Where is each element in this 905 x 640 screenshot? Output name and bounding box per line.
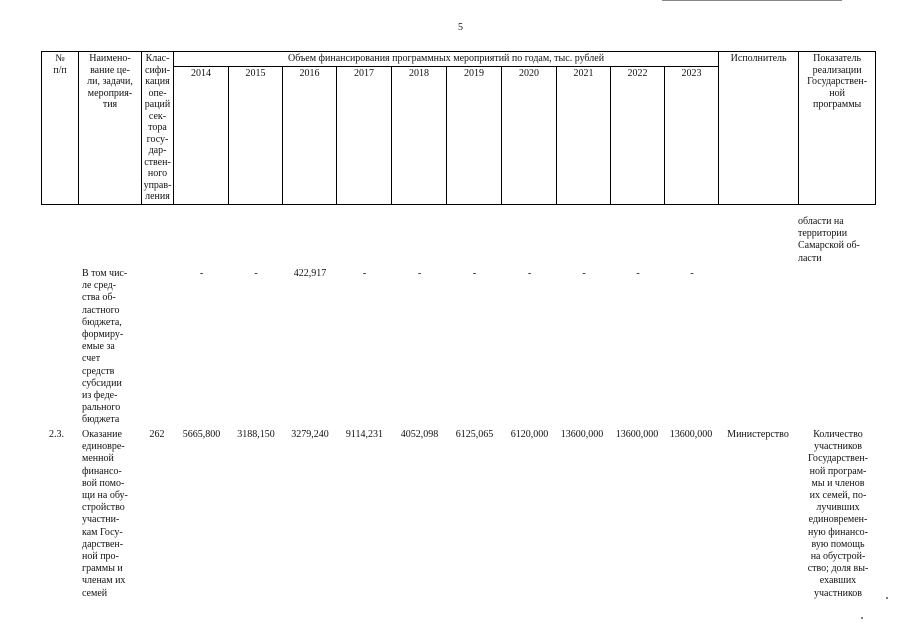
subsidy-value: - xyxy=(199,268,204,279)
header-year: 2021 xyxy=(557,66,611,204)
row-2-3-value: 3279,240 xyxy=(291,429,329,440)
row-2-3-value: 3188,150 xyxy=(237,429,275,440)
subsidy-value: - xyxy=(472,268,477,279)
subsidy-row-name: В том чис- ле сред- ства об- ластного бюджета, формиру- емые за счет средств субсидии из феде- рального бюджета xyxy=(82,268,128,426)
row-2-3-value: 4052,098 xyxy=(400,429,439,440)
scan-speck xyxy=(861,617,863,619)
page-number: 5 xyxy=(458,22,463,33)
row-2-3-executor: Министерство xyxy=(727,429,789,440)
indicator-continuation: области на территории Самарской об- ласти xyxy=(798,216,860,264)
table-header xyxy=(41,51,876,205)
header-year: 2014 xyxy=(174,66,229,204)
top-edge-line xyxy=(662,0,842,1)
row-2-3-value: 13600,000 xyxy=(560,429,604,440)
subsidy-value: - xyxy=(417,268,422,279)
header-executor: Исполнитель xyxy=(719,52,799,205)
header-year: 2017 xyxy=(337,66,392,204)
header-code: Клас- сифи- кация опе- раций сек- тора госу- дар- ствен- ного управ- ления xyxy=(142,52,174,205)
header-indicator: Показатель реализации Государствен- ной программы xyxy=(799,52,876,205)
subsidy-value: - xyxy=(636,268,640,279)
row-2-3-value: 6120,000 xyxy=(510,429,549,440)
row-2-3-indicator: Количество участников Государствен- ной програм- мы и членов их семей, по- лучивших единовремен- ную финансо- вую помощь на обустрой- ство; доля вы- ехавших участников xyxy=(807,429,869,599)
row-2-3-value: 9114,231 xyxy=(345,429,384,440)
subsidy-value: - xyxy=(362,268,367,279)
scan-speck xyxy=(886,597,888,599)
row-2-3-value: 13600,000 xyxy=(615,429,659,440)
subsidy-value: - xyxy=(527,268,532,279)
subsidy-value: - xyxy=(690,268,694,279)
header-year: 2020 xyxy=(502,66,557,204)
row-2-3-value: 5665,800 xyxy=(182,429,221,440)
subsidy-value: 422,917 xyxy=(293,268,327,279)
row-2-3-name: Оказание единовре- менной финансо- вой помо- щи на обу- стройство участни- кам Госу- дарствен- ной про- граммы и членам их семей xyxy=(82,429,128,599)
row-number: 2.3. xyxy=(49,429,64,440)
header-year: 2015 xyxy=(229,66,283,204)
header-num: № п/п xyxy=(42,52,79,205)
header-year: 2022 xyxy=(611,66,665,204)
header-year: 2019 xyxy=(447,66,502,204)
header-year: 2016 xyxy=(283,66,337,204)
header-funding-title: Объем финансирования программных мероприятий по годам, тыс. рублей xyxy=(174,52,719,67)
subsidy-value: - xyxy=(254,268,258,279)
row-2-3-code: 262 xyxy=(149,429,165,440)
subsidy-value: - xyxy=(582,268,586,279)
header-name: Наимено- вание це- ли, задачи, мероприя- тия xyxy=(79,52,142,205)
row-2-3-value: 6125,065 xyxy=(455,429,494,440)
row-2-3-value: 13600,000 xyxy=(669,429,713,440)
header-year: 2023 xyxy=(665,66,719,204)
header-year: 2018 xyxy=(392,66,447,204)
